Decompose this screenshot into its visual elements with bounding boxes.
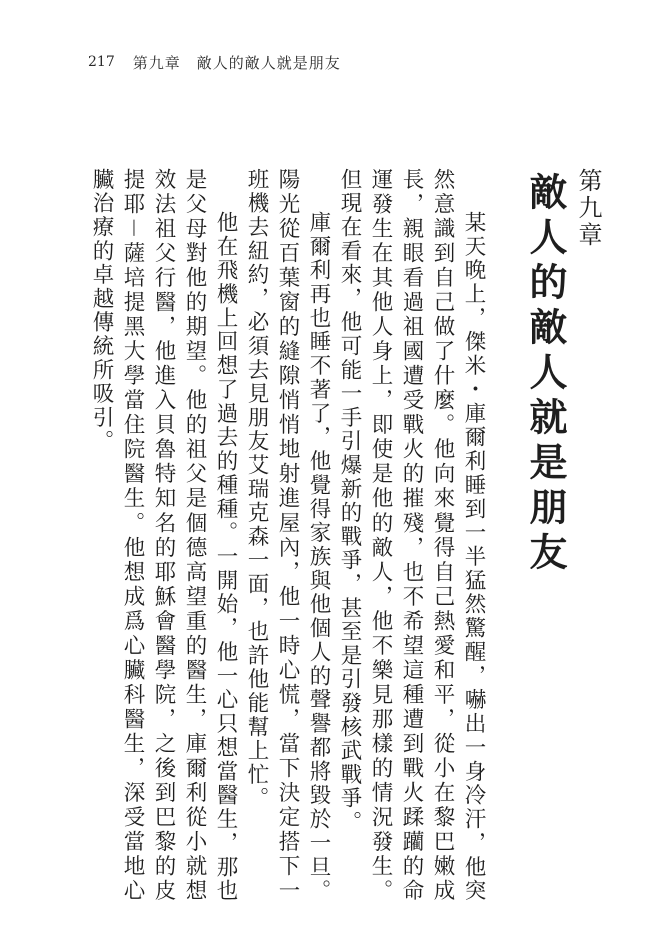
page-number: 217	[88, 54, 115, 70]
paragraph-2: 庫爾利再也睡不著了，他覺得家族與他個人的聲譽都將毀於一旦。陽光從百葉窗的縫隙悄悄地射進屋內，他一時心慌，當下決定搭下一班機去紐約，必須去見朋友艾瑞克森一面，也許他能幫上忙。	[244, 168, 331, 903]
chapter-body	[62, 168, 605, 903]
running-header	[88, 50, 341, 74]
chapter-heading	[519, 168, 605, 903]
paragraph-3: 他在飛機上回想了過去的種種。一開始，他一心只想當醫生，那也是父母對他的期望。他的祖父是個德高望重的醫生，庫爾利從小就想效法祖父行醫，他進入貝魯特知名的耶穌會醫學院，之後到巴黎的皮提耶－薩培提黑大學當住院醫生。他想成爲心臟科醫生，深受當地心臟治療的卓越傳統所吸引。	[89, 168, 238, 903]
chapter-title: 敵人的敵人就是朋友	[523, 172, 568, 577]
chapter-label: 第九章	[574, 168, 602, 249]
running-title: 第九章 敵人的敵人就是朋友	[132, 53, 341, 72]
paragraph-1: 某天晚上，傑米・庫爾利睡到一半猛然驚醒，嚇出一身冷汗，他突然意識到自己做了什麼。他向來覺得自己熱愛和平，從小在黎巴嫩成長，親眼看過祖國遭受戰火的摧殘，也不希望這種遭到戰火蹂躪的命運發生在其他人身上，即使是他的敵人，他不樂見那樣的情況發生。但現在看來，他可能一手引爆新的戰爭，甚至是引發核武戰爭。	[337, 168, 486, 903]
